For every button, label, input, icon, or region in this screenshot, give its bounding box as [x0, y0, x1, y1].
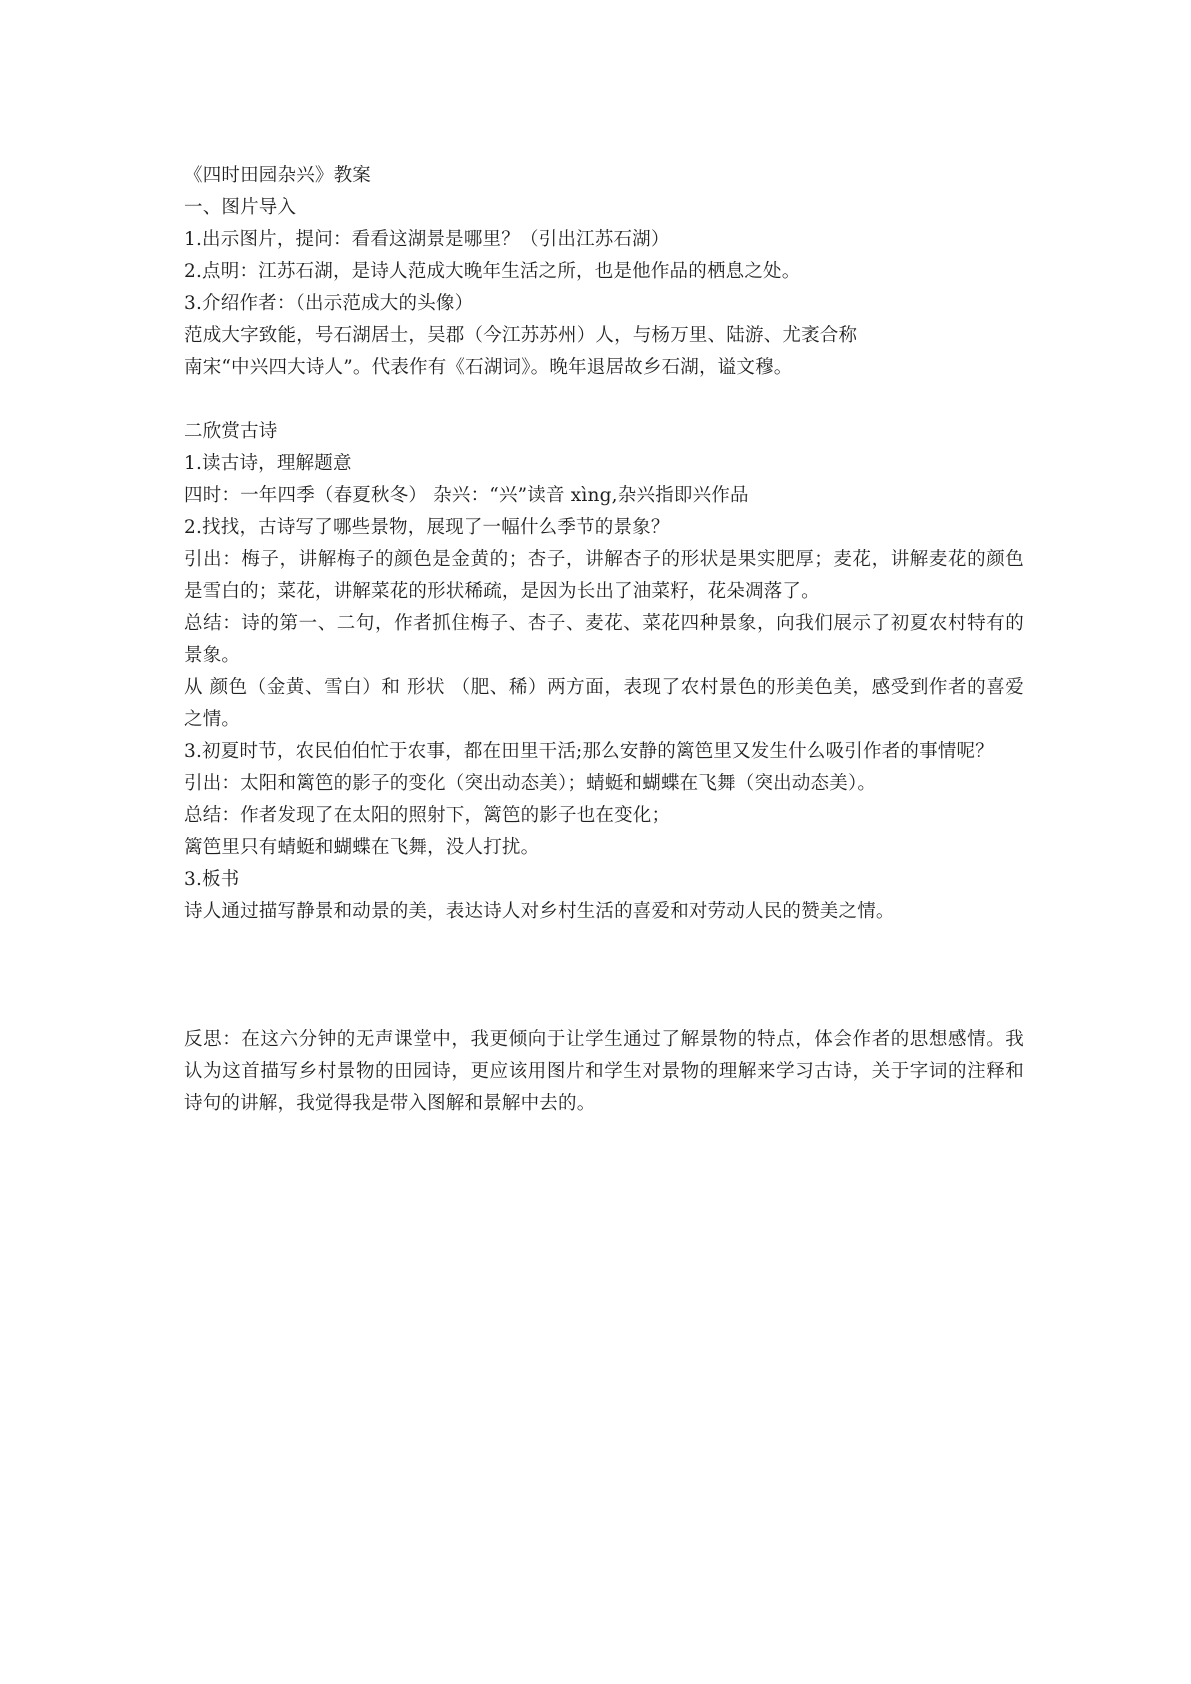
title-explanation: 四时：一年四季（春夏秋冬） 杂兴：“兴”读音 xìng,杂兴指即兴作品 [184, 485, 749, 506]
summary-2-line-1: 总结：作者发现了在太阳的照射下，篱笆的影子也在变化； [184, 805, 671, 826]
document-title: 《四时田园杂兴》教案 [184, 165, 372, 186]
section-1-heading: 一、图片导入 [184, 197, 297, 218]
read-poem-item: 1.读古诗，理解题意 [184, 453, 352, 474]
blank-line [184, 384, 1024, 416]
section-1-item-3: 3.介绍作者：（出示范成大的头像） [184, 293, 474, 314]
section-1-item-1: 1.出示图片，提问：看看这湖景是哪里？（引出江苏石湖） [184, 229, 670, 250]
author-intro-line-1: 范成大字致能，号石湖居士，吴郡（今江苏苏州）人，与杨万里、陆游、尤袤合称 [184, 325, 858, 346]
find-scenery-item: 2.找找，古诗写了哪些景物，展现了一幅什么季节的景象？ [184, 517, 670, 538]
lead-out-paragraph-1: 引出：梅子，讲解梅子的颜色是金黄的；杏子，讲解杏子的形状是果实肥厚；麦花，讲解麦花的颜色是雪白的；菜花，讲解菜花的形状稀疏，是因为长出了油菜籽，花朵凋落了。 [184, 549, 1024, 602]
question-3-paragraph: 3.初夏时节，农民伯伯忙于农事，都在田里干活;那么安静的篱笆里又发生什么吸引作者的事情呢？ [184, 741, 994, 762]
board-text: 诗人通过描写静景和动景的美，表达诗人对乡村生活的喜爱和对劳动人民的赞美之情。 [184, 901, 895, 922]
aspects-paragraph: 从 颜色（金黄、雪白）和 形状 （肥、稀）两方面，表现了农村景色的形美色美，感受到作者的喜爱之情。 [184, 677, 1024, 730]
document-body [184, 160, 1024, 1120]
reflection-paragraph: 反思：在这六分钟的无声课堂中，我更倾向于让学生通过了解景物的特点，体会作者的思想感情。我认为这首描写乡村景物的田园诗，更应该用图片和学生对景物的理解来学习古诗，关于字词的注释和诗句的讲解，我觉得我是带入图解和景解中去的。 [184, 1029, 1024, 1114]
author-intro-line-2: 南宋“中兴四大诗人”。代表作有《石湖词》。晚年退居故乡石湖，谥文穆。 [184, 357, 793, 378]
board-heading: 3.板书 [184, 869, 240, 890]
lead-out-paragraph-2: 引出：太阳和篱笆的影子的变化（突出动态美）；蜻蜓和蝴蝶在飞舞（突出动态美）。 [184, 773, 877, 794]
summary-2-line-2: 篱笆里只有蜻蜓和蝴蝶在飞舞，没人打扰。 [184, 837, 540, 858]
blank-space [184, 928, 1024, 1024]
summary-paragraph-1: 总结：诗的第一、二句，作者抓住梅子、杏子、麦花、菜花四种景象，向我们展示了初夏农村特有的景象。 [184, 613, 1024, 666]
section-1-item-2: 2.点明：江苏石湖，是诗人范成大晚年生活之所，也是他作品的栖息之处。 [184, 261, 801, 282]
section-2-heading: 二欣赏古诗 [184, 421, 278, 442]
